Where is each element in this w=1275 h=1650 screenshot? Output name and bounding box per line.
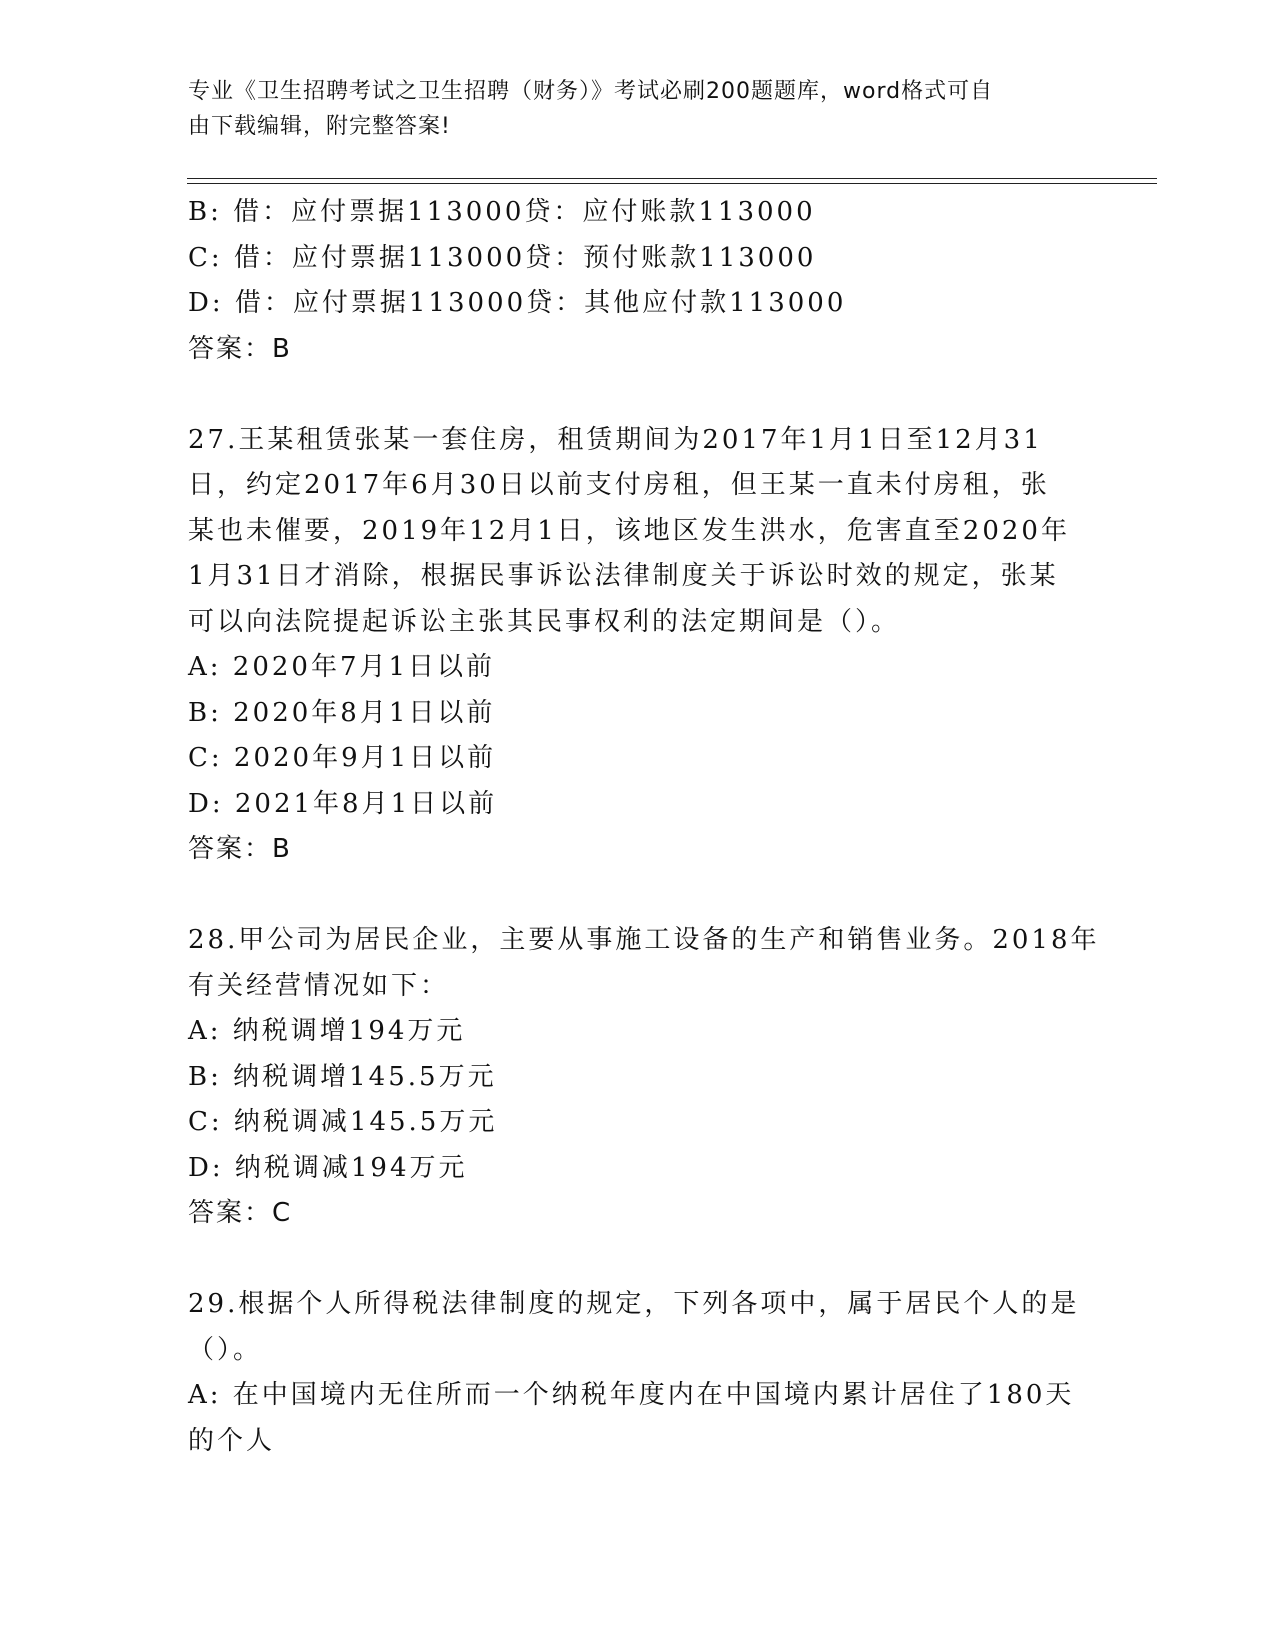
question-27 xyxy=(188,418,1088,873)
header-divider xyxy=(187,183,1157,184)
question-stem-line: 有关经营情况如下： xyxy=(188,970,450,1001)
option-b: B: 借：应付票据113000贷：应付账款113000 xyxy=(188,197,816,227)
option-a-continued: 的个人 xyxy=(188,1425,276,1456)
question-stem-line: 28.甲公司为居民企业，主要从事施工设备的生产和销售业务。2018年 xyxy=(188,925,1100,955)
option-c: C: 借：应付票据113000贷：预付账款113000 xyxy=(188,242,817,273)
header-line: 由下载编辑，附完整答案! xyxy=(188,114,451,139)
option-c: C: 纳税调减145.5万元 xyxy=(188,1107,498,1137)
question-stem-line: 可以向法院提起诉讼主张其民事权利的法定期间是（）。 xyxy=(188,606,901,637)
question-stem-line: 1月31日才消除，根据民事诉讼法律制度关于诉讼时效的规定，张某 xyxy=(188,561,1059,591)
answer-line: 答案：B xyxy=(188,333,292,364)
option-b: B: 2020年8月1日以前 xyxy=(188,697,496,728)
option-d: D: 纳税调减194万元 xyxy=(188,1152,468,1183)
option-a: A: 2020年7月1日以前 xyxy=(188,652,496,682)
option-b: B: 纳税调增145.5万元 xyxy=(188,1061,497,1092)
question-stem-line: 某也未催要，2019年12月1日，该地区发生洪水，危害直至2020年 xyxy=(188,515,1070,546)
option-a: A: 纳税调增194万元 xyxy=(188,1016,466,1046)
answer-line: 答案：B xyxy=(188,834,292,864)
spacer xyxy=(188,873,1088,919)
spacer xyxy=(188,1237,1088,1283)
document-body xyxy=(188,190,1100,1464)
option-c: C: 2020年9月1日以前 xyxy=(188,743,497,773)
option-d: D: 2021年8月1日以前 xyxy=(188,788,498,819)
option-d: D: 借：应付票据113000贷：其他应付款113000 xyxy=(188,288,847,318)
question-28 xyxy=(188,918,1100,1237)
question-stem-line: 29.根据个人所得税法律制度的规定，下列各项中，属于居民个人的是 xyxy=(188,1289,1080,1319)
option-a: A: 在中国境内无住所而一个纳税年度内在中国境内累计居住了180天 xyxy=(188,1380,1075,1410)
header-line: 专业《卫生招聘考试之卫生招聘（财务）》考试必刷200题题库，word格式可自 xyxy=(188,79,994,104)
question-29 xyxy=(188,1282,1088,1464)
question-stem-line: 27.王某租赁张某一套住房，租赁期间为2017年1月1日至12月31 xyxy=(188,424,1043,455)
document-header xyxy=(188,74,1068,144)
question-26 xyxy=(188,190,1088,372)
question-stem-line: 日，约定2017年6月30日以前支付房租，但王某一直未付房租，张 xyxy=(188,470,1050,500)
header-divider xyxy=(187,178,1157,179)
question-stem-line: （）。 xyxy=(188,1334,263,1365)
answer-line: 答案：C xyxy=(188,1198,293,1228)
spacer xyxy=(188,372,1088,418)
